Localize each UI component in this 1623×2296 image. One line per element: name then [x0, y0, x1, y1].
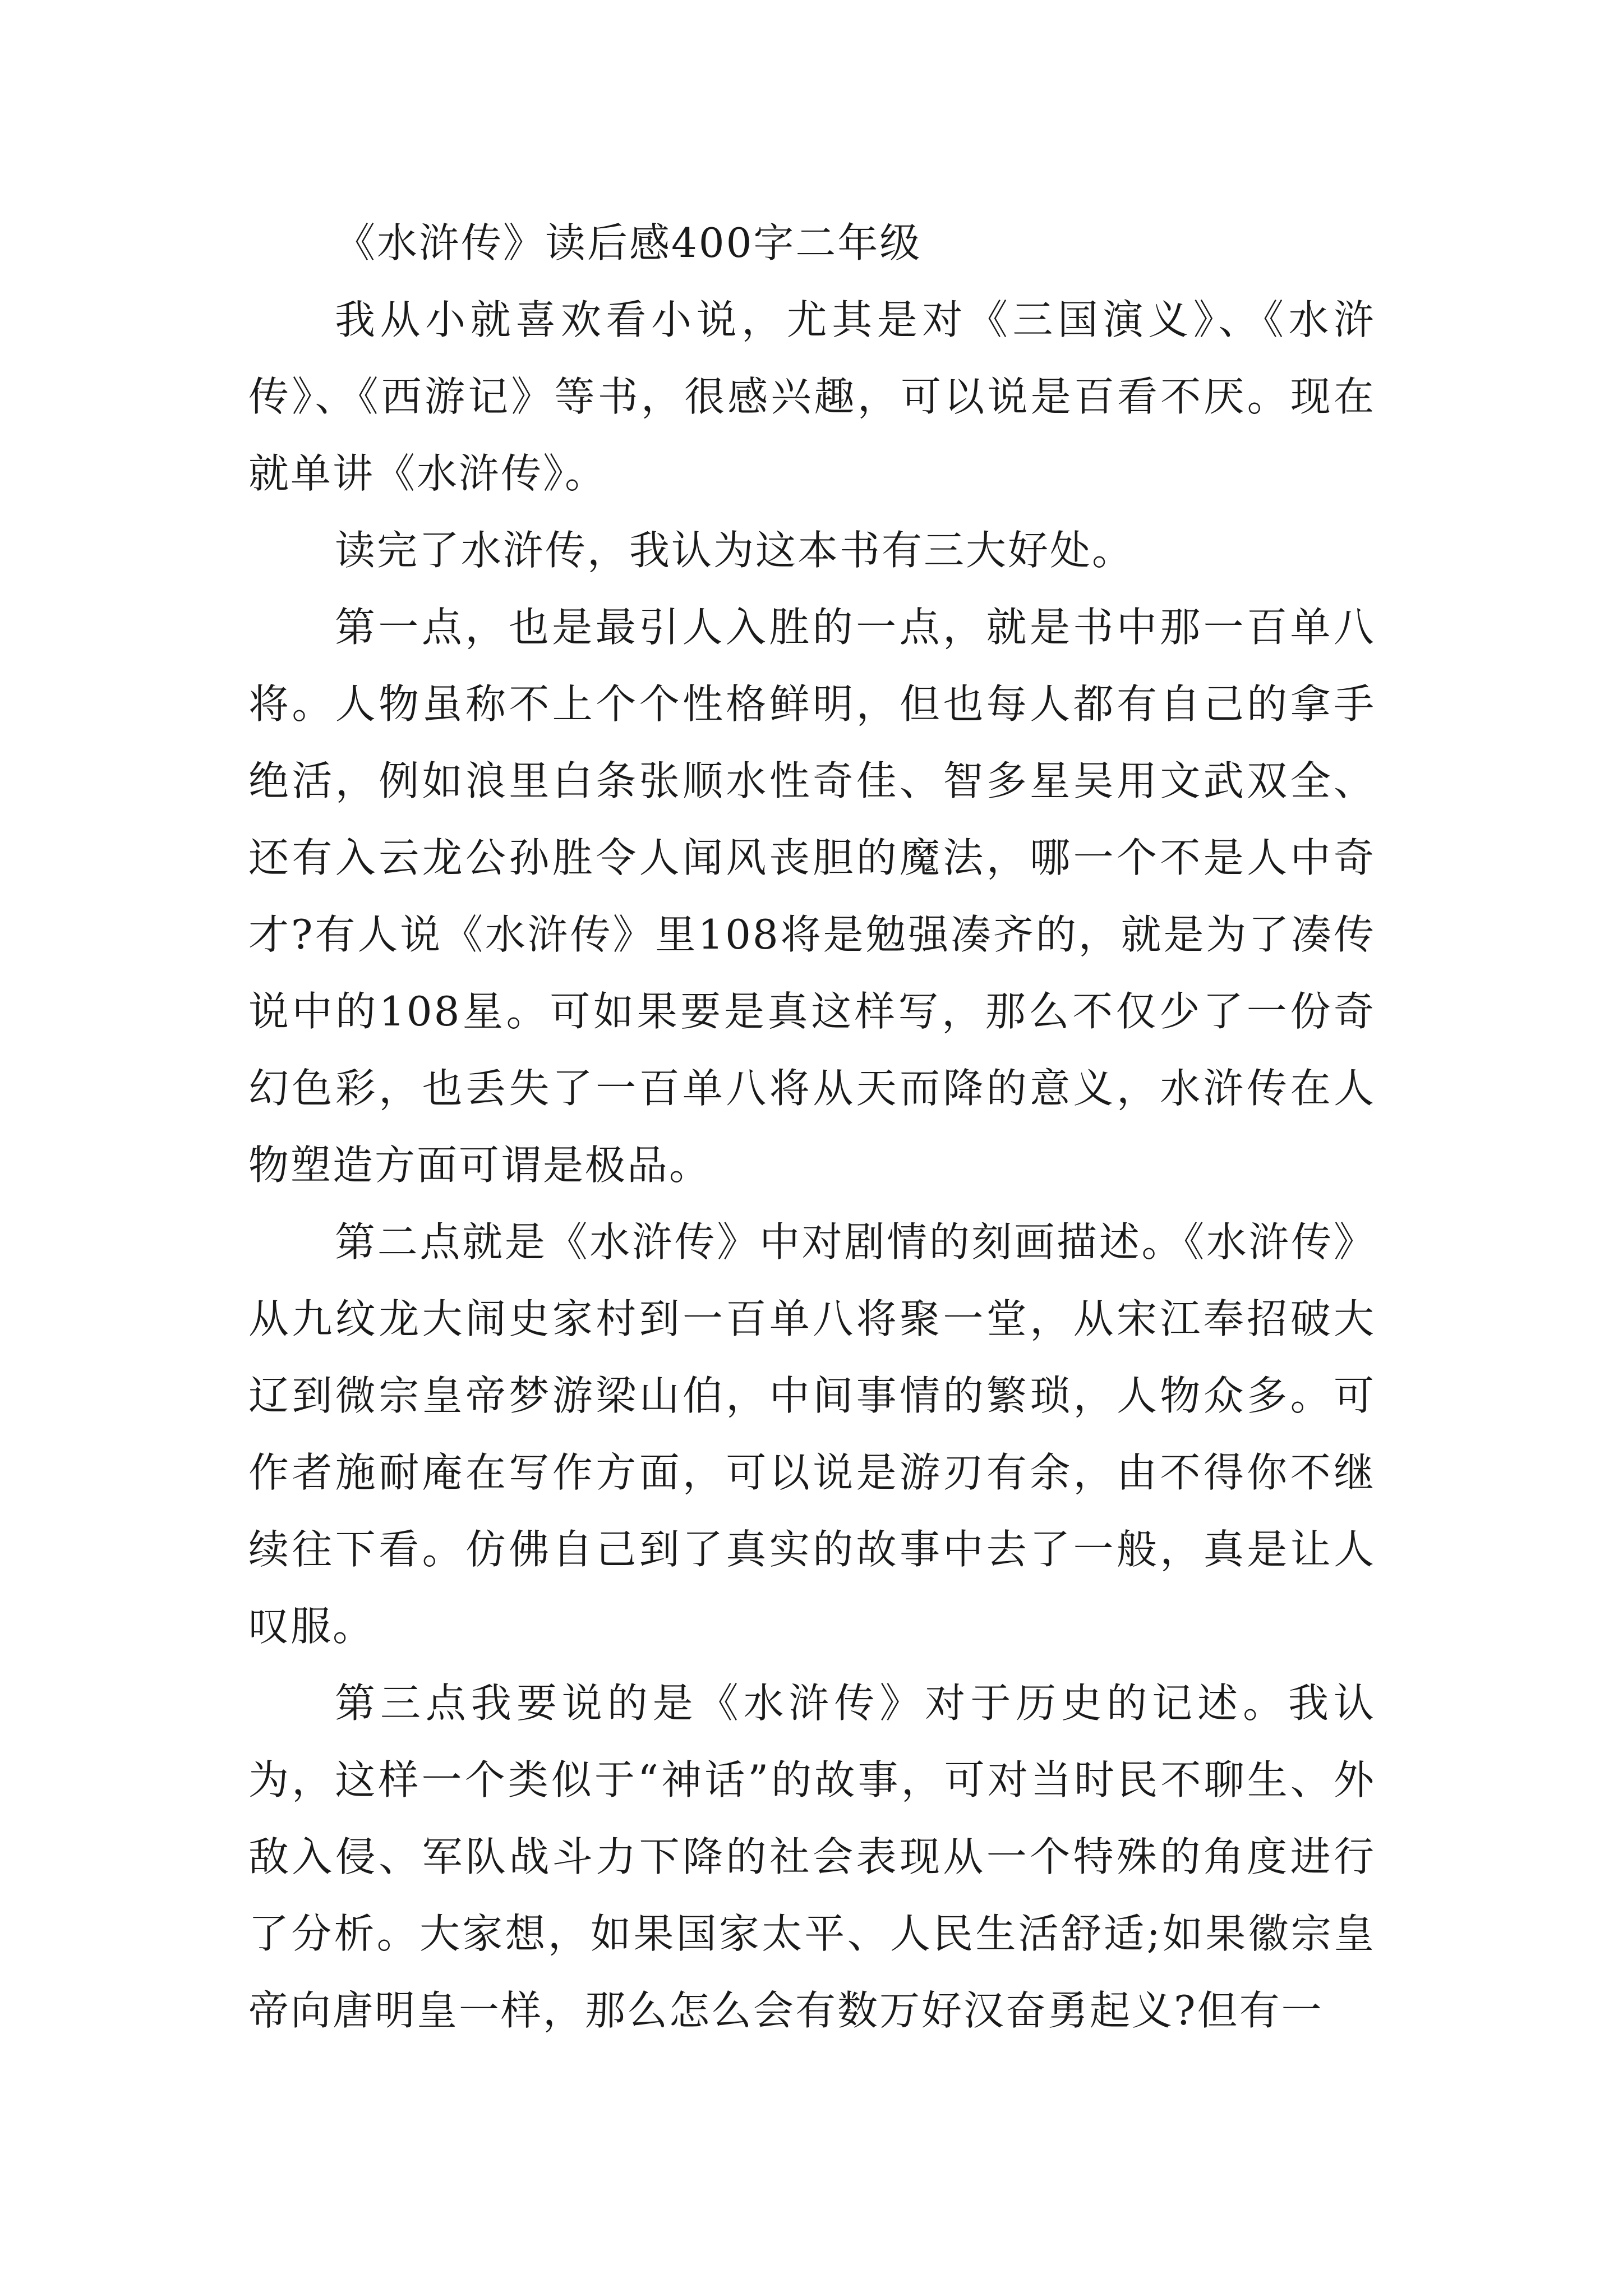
paragraph-point-one: 第一点，也是最引人入胜的一点，就是书中那一百单八将。人物虽称不上个个性格鲜明，但也每人都有自己的拿手绝活，例如浪里白条张顺水性奇佳、智多星吴用文武双全、还有入云龙公孙胜令人闻风丧胆的魔法，哪一个不是人中奇才?有人说《水浒传》里108将是勉强凑齐的，就是为了凑传说中的108星。可如果要是真这样写，那么不仅少了一份奇幻色彩，也丢失了一百单八将从天而降的意义，水浒传在人物塑造方面可谓是极品。 [248, 604, 1376, 1189]
paragraph-intro: 我从小就喜欢看小说，尤其是对《三国演义》、《水浒传》、《西游记》等书，很感兴趣，可以说是百看不厌。现在就单讲《水浒传》。 [248, 296, 1376, 497]
paragraph-point-two: 第二点就是《水浒传》中对剧情的刻画描述。《水浒传》从九纹龙大闹史家村到一百单八将聚一堂，从宋江奉招破大辽到微宗皇帝梦游梁山伯，中间事情的繁琐，人物众多。可作者施耐庵在写作方面，可以说是游刃有余，由不得你不继续往下看。仿佛自己到了真实的故事中去了一般，真是让人叹服。 [248, 1218, 1376, 1650]
document-title: 《水浒传》读后感400字二年级 [335, 219, 922, 266]
document-body [248, 205, 1376, 2049]
paragraph-summary: 读完了水浒传，我认为这本书有三大好处。 [335, 527, 1135, 574]
paragraph-point-three: 第三点我要说的是《水浒传》对于历史的记述。我认为，这样一个类似于“神话”的故事，可对当时民不聊生、外敌入侵、军队战斗力下降的社会表现从一个特殊的角度进行了分析。大家想，如果国家太平、人民生活舒适;如果徽宗皇帝向唐明皇一样，那么怎么会有数万好汉奋勇起义?但有一 [248, 1680, 1376, 2034]
